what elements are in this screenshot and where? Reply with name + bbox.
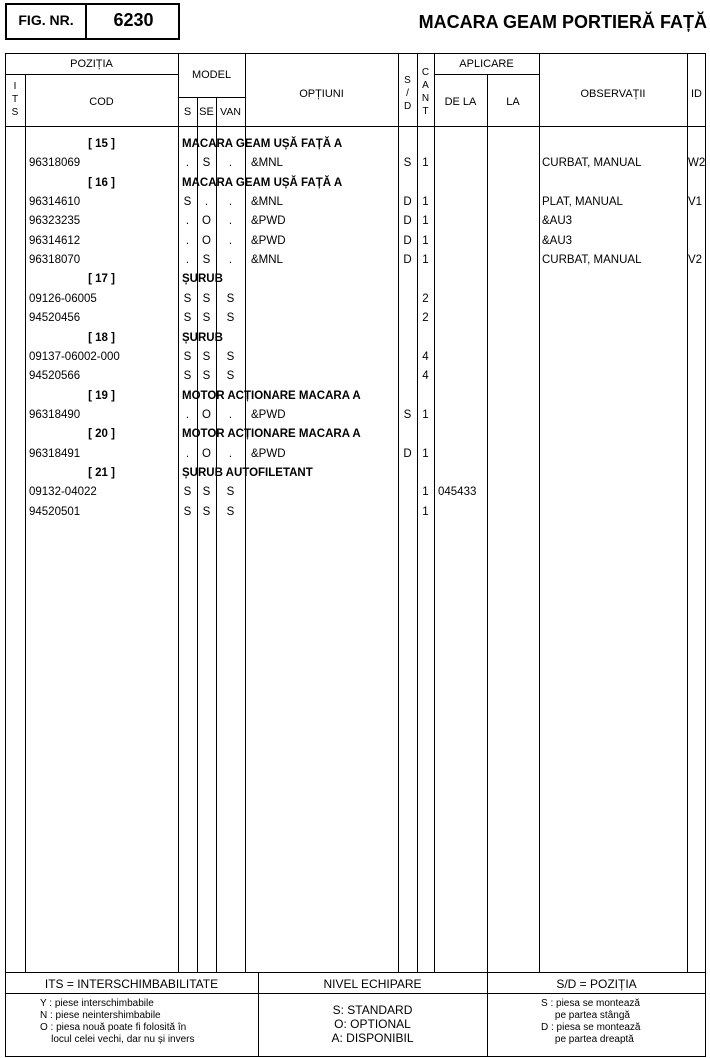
hdr-model: MODEL: [191, 69, 232, 81]
cell-opt: &MNL: [251, 157, 283, 170]
cell-cant: 2: [422, 292, 429, 305]
cell-van: S: [226, 505, 235, 518]
cell-cod: 09132-04022: [29, 486, 97, 499]
hdr-line-model: [178, 97, 245, 98]
cell-van: .: [228, 157, 233, 170]
cell-s: .: [185, 447, 190, 460]
hdr-sd: [398, 74, 417, 113]
cell-cod: 96318491: [29, 447, 81, 460]
cell-s: .: [185, 215, 190, 228]
cell-id: W2: [688, 157, 706, 170]
hdr-line-aplicare: [434, 74, 539, 75]
cell-se: S: [202, 350, 211, 363]
fig-label: FIG. NR.: [7, 3, 87, 40]
cell-cant: 1: [422, 505, 429, 518]
footer-its-line-2: N : piese neintershimbabile: [40, 1010, 161, 1021]
cell-s: S: [183, 292, 192, 305]
cell-s: S: [183, 370, 192, 383]
cell-se: S: [202, 312, 211, 325]
cell-pos: [ 15 ]: [88, 138, 115, 150]
cell-s: .: [185, 234, 190, 247]
cell-cant: 2: [422, 312, 429, 325]
cell-van: .: [228, 234, 233, 247]
cell-sd: S: [403, 408, 412, 421]
cell-se: S: [202, 292, 211, 305]
footer-its-line-4: locul celei vechi, dar nu și invers: [40, 1034, 195, 1045]
col-line-obs: [687, 53, 688, 972]
page-title: MACARA GEAM PORTIERĂ FAȚĂ: [418, 12, 707, 32]
hdr-aplicare: APLICARE: [459, 58, 514, 70]
footer-nivel-line-2: O: OPTIONAL: [334, 1017, 411, 1031]
cell-s: S: [183, 312, 192, 325]
cell-opt: &MNL: [251, 196, 283, 209]
cell-van: .: [228, 408, 233, 421]
footer-its-line-1: Y : piese interschimbabile: [40, 998, 154, 1009]
cell-desc: MOTOR ACȚIONARE MACARA A: [182, 428, 361, 441]
col-line-its: [25, 74, 26, 972]
cell-cod: 94520456: [29, 312, 81, 325]
col-line-dela: [487, 74, 488, 972]
cell-se: S: [202, 254, 211, 267]
cell-cod: 94520566: [29, 370, 81, 383]
cell-obs: CURBAT, MANUAL: [542, 157, 642, 170]
hdr-its-text: I T S: [11, 81, 19, 118]
hdr-cod: COD: [89, 96, 114, 108]
footer-line-title: [5, 993, 706, 994]
hdr-pozitia: POZIȚIA: [70, 58, 113, 70]
cell-desc: ȘURUB: [182, 273, 223, 286]
cell-pos: [ 18 ]: [88, 331, 115, 344]
cell-opt: &PWD: [251, 408, 286, 421]
col-line-cant: [434, 53, 435, 972]
cell-cant: 4: [422, 370, 429, 383]
cell-s: S: [183, 505, 192, 518]
cell-s: S: [183, 350, 192, 363]
cell-pos: [ 20 ]: [88, 428, 115, 441]
cell-de_la: 045433: [438, 486, 477, 499]
col-line-la: [539, 53, 540, 972]
cell-id: V2: [688, 254, 703, 267]
cell-pos: [ 16 ]: [88, 176, 115, 189]
cell-opt: &MNL: [251, 254, 283, 267]
cell-obs: &AU3: [542, 234, 573, 247]
footer-sd-line-1: S : piesa se montează: [541, 998, 640, 1009]
cell-van: S: [226, 292, 235, 305]
hdr-cant: [417, 66, 434, 118]
hdr-cant-text: C A N T: [421, 67, 430, 117]
hdr-optiuni: OPȚIUNI: [299, 88, 344, 100]
cell-pos: [ 17 ]: [88, 273, 115, 286]
hdr-observatii: OBSERVAȚII: [580, 88, 646, 100]
cell-cod: 96318490: [29, 408, 81, 421]
cell-cant: 1: [422, 234, 429, 247]
col-line-van: [245, 53, 246, 972]
cell-obs: CURBAT, MANUAL: [542, 254, 642, 267]
cell-s: .: [185, 408, 190, 421]
hdr-line-pozitia: [5, 74, 178, 75]
cell-sd: D: [403, 254, 412, 267]
cell-desc: MACARA GEAM UȘĂ FAȚĂ A: [182, 176, 343, 189]
footer-line-top: [5, 972, 706, 973]
cell-se: O: [202, 234, 211, 247]
cell-id: V1: [688, 196, 703, 209]
hdr-la: LA: [506, 96, 520, 108]
fig-number: 6230: [113, 10, 154, 30]
cell-van: S: [226, 486, 235, 499]
hdr-id: ID: [691, 88, 702, 100]
cell-cod: 09137-06002-000: [29, 350, 120, 363]
hdr-model-van: VAN: [220, 106, 241, 118]
cell-obs: PLAT, MANUAL: [542, 196, 623, 209]
hdr-model-se: SE: [199, 106, 214, 118]
cell-se: O: [202, 408, 211, 421]
cell-van: S: [226, 312, 235, 325]
cell-cod: 96318070: [29, 254, 81, 267]
cell-sd: D: [403, 447, 412, 460]
cell-se: O: [202, 215, 211, 228]
cell-cod: 09126-06005: [29, 292, 97, 305]
hdr-its: [5, 80, 25, 119]
footer-sd-line-2: pe partea stângă: [541, 1010, 630, 1021]
cell-cant: 1: [422, 254, 429, 267]
cell-s: S: [183, 486, 192, 499]
cell-se: S: [202, 486, 211, 499]
cell-desc: MACARA GEAM UȘĂ FAȚĂ A: [182, 138, 343, 150]
cell-pos: [ 21 ]: [88, 466, 115, 479]
cell-desc: ȘURUB AUTOFILETANT: [182, 466, 313, 479]
footer-nivel-line-3: A: DISPONIBIL: [331, 1031, 414, 1045]
cell-s: .: [185, 254, 190, 267]
footer-sd-title: S/D = POZIȚIA: [556, 977, 637, 991]
footer-sd-line-3: D : piesa se montează: [541, 1022, 641, 1033]
cell-opt: &PWD: [251, 447, 286, 460]
cell-cod: 94520501: [29, 505, 81, 518]
col-line-opt: [398, 53, 399, 972]
cell-s: S: [183, 196, 192, 209]
cell-van: .: [228, 447, 233, 460]
cell-cod: 96314612: [29, 234, 81, 247]
hdr-de-la: DE LA: [444, 96, 477, 108]
cell-cant: 1: [422, 486, 429, 499]
cell-desc: ȘURUB: [182, 331, 223, 344]
cell-cant: 1: [422, 215, 429, 228]
cell-van: .: [228, 254, 233, 267]
cell-opt: &PWD: [251, 215, 286, 228]
cell-cod: 96318069: [29, 157, 81, 170]
cell-sd: D: [403, 196, 412, 209]
cell-cod: 96323235: [29, 215, 81, 228]
cell-sd: D: [403, 215, 412, 228]
hdr-model-s: S: [183, 106, 192, 118]
cell-van: .: [228, 215, 233, 228]
cell-cant: 1: [422, 447, 429, 460]
cell-cant: 1: [422, 196, 429, 209]
cell-van: S: [226, 350, 235, 363]
hdr-line-bottom: [5, 126, 706, 127]
cell-se: S: [202, 157, 211, 170]
cell-obs: &AU3: [542, 215, 573, 228]
cell-cant: 4: [422, 350, 429, 363]
cell-desc: MOTOR ACȚIONARE MACARA A: [182, 389, 361, 402]
footer-nivel-line-1: S: STANDARD: [332, 1003, 413, 1017]
footer-nivel-title: NIVEL ECHIPARE: [323, 977, 422, 991]
cell-se: S: [202, 370, 211, 383]
footer-its-title: ITS = INTERSCHIMBABILITATE: [44, 977, 219, 991]
cell-se: .: [204, 196, 209, 209]
cell-opt: &PWD: [251, 234, 286, 247]
cell-sd: S: [403, 157, 412, 170]
footer-sd-line-4: pe partea dreaptă: [541, 1034, 634, 1045]
cell-se: S: [202, 505, 211, 518]
cell-cod: 96314610: [29, 196, 81, 209]
cell-se: O: [202, 447, 211, 460]
cell-cant: 1: [422, 157, 429, 170]
footer-its-line-3: O : piesa nouă poate fi folosită în: [40, 1022, 187, 1033]
cell-cant: 1: [422, 408, 429, 421]
cell-van: S: [226, 370, 235, 383]
hdr-sd-text: S / D: [404, 75, 412, 112]
cell-pos: [ 19 ]: [88, 389, 115, 402]
cell-sd: D: [403, 234, 412, 247]
cell-van: .: [228, 196, 233, 209]
cell-s: .: [185, 157, 190, 170]
